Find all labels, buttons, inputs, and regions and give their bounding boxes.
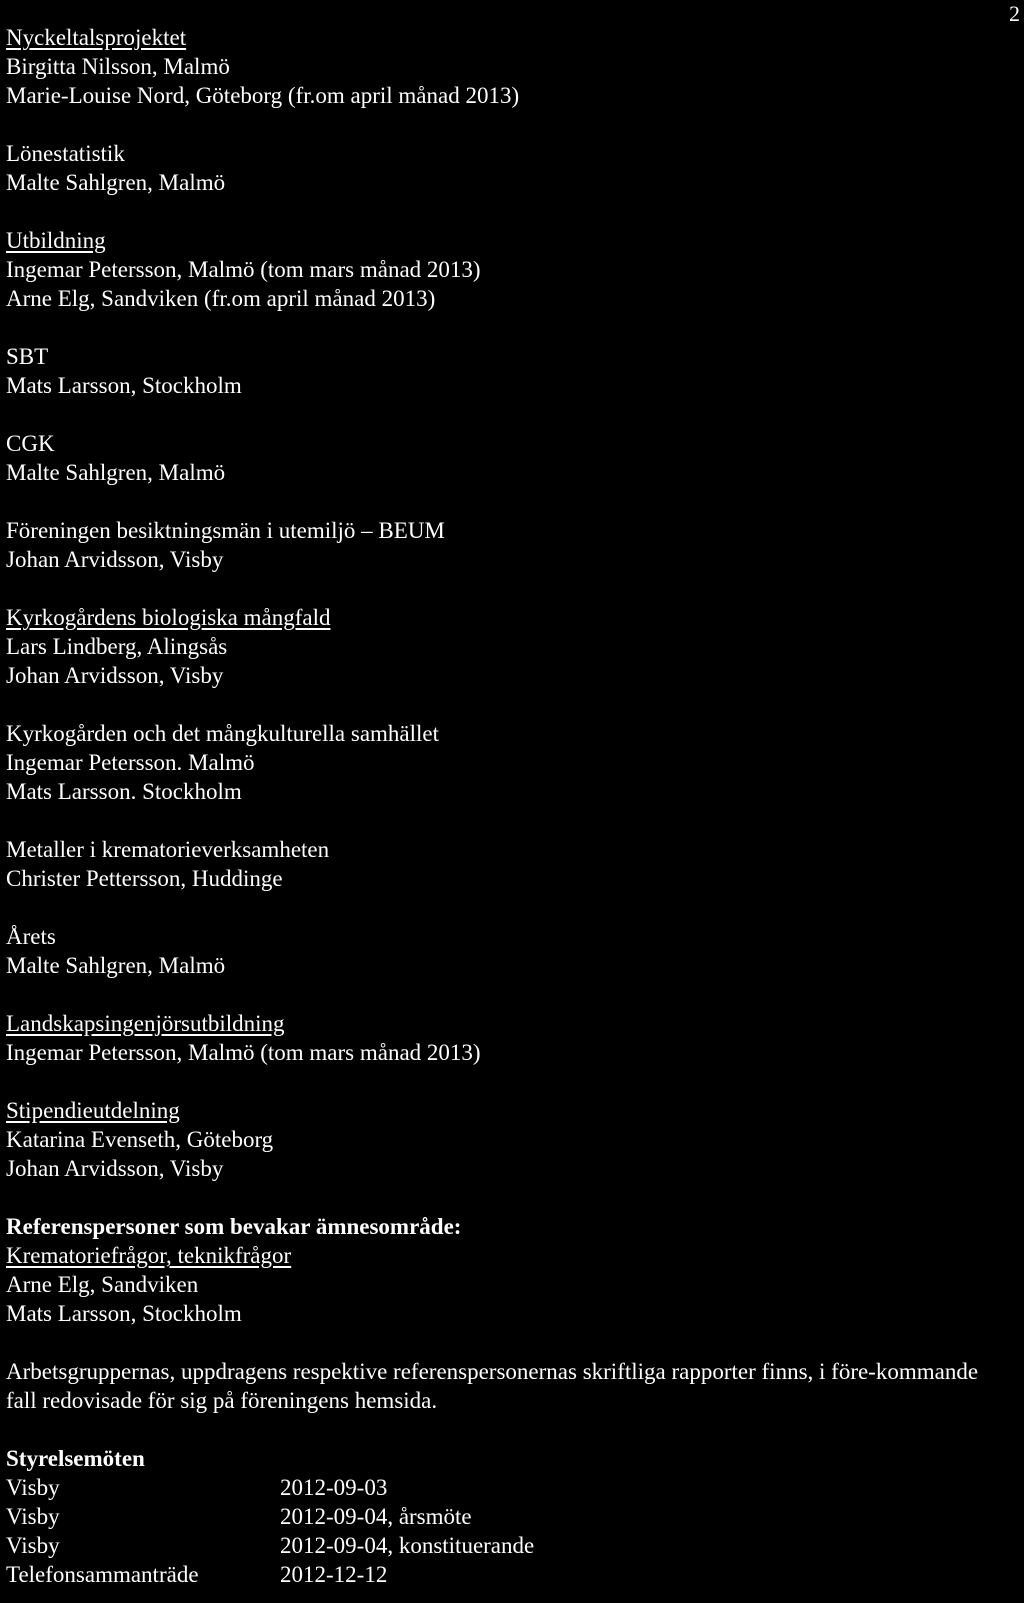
group-member: Christer Pettersson, Huddinge [6, 866, 283, 891]
working-group [6, 835, 1006, 893]
meeting-row [6, 1473, 1006, 1502]
working-group [6, 23, 1006, 110]
meeting-date: 2012-09-03 [280, 1475, 388, 1500]
meeting-place: Visby [6, 1533, 60, 1558]
group-member: Arne Elg, Sandviken (fr.om april månad 2013) [6, 286, 436, 311]
group-member: Malte Sahlgren, Malmö [6, 953, 226, 978]
working-group [6, 516, 1006, 574]
group-title: Landskapsingenjörsutbildning [6, 1011, 285, 1036]
group-title: Nyckeltalsprojektet [6, 25, 187, 50]
working-group [6, 1096, 1006, 1183]
working-group [6, 429, 1006, 487]
group-member: Lars Lindberg, Alingsås [6, 634, 228, 659]
group-title: CGK [6, 431, 55, 456]
group-member: Malte Sahlgren, Malmö [6, 170, 226, 195]
working-group [6, 226, 1006, 313]
meetings-heading: Styrelsemöten [6, 1446, 145, 1471]
page-number: 2 [1009, 1, 1020, 26]
group-title: Kyrkogårdens biologiska mångfald [6, 605, 331, 630]
working-group [6, 603, 1006, 690]
meeting-row [6, 1502, 1006, 1531]
group-member: Johan Arvidsson, Visby [6, 663, 224, 688]
group-member: Johan Arvidsson, Visby [6, 547, 224, 572]
working-group [6, 1009, 1006, 1067]
group-title: Årets [6, 924, 56, 949]
group-title: Föreningen besiktningsmän i utemiljö – BEUM [6, 518, 445, 543]
document-body [6, 23, 1006, 1589]
group-title: Utbildning [6, 228, 106, 253]
group-member: Mats Larsson, Stockholm [6, 373, 242, 398]
group-member: Birgitta Nilsson, Malmö [6, 54, 230, 79]
meeting-place: Telefonsammanträde [6, 1562, 199, 1587]
meeting-place: Visby [6, 1475, 60, 1500]
group-title: Metaller i krematorieverksamheten [6, 837, 330, 862]
meeting-place: Visby [6, 1504, 60, 1529]
group-title: SBT [6, 344, 49, 369]
reference-persons [6, 1212, 1006, 1328]
meeting-date: 2012-09-04, årsmöte [280, 1504, 472, 1529]
group-member: Mats Larsson. Stockholm [6, 779, 242, 804]
group-member: Ingemar Petersson, Malmö (tom mars månad 2013) [6, 257, 481, 282]
group-member: Katarina Evenseth, Göteborg [6, 1127, 274, 1152]
working-group [6, 922, 1006, 980]
working-group [6, 342, 1006, 400]
working-group [6, 139, 1006, 197]
meeting-date: 2012-12-12 [280, 1562, 388, 1587]
group-member: Johan Arvidsson, Visby [6, 1156, 224, 1181]
group-member: Marie-Louise Nord, Göteborg (fr.om april månad 2013) [6, 83, 520, 108]
board-meetings [6, 1444, 1006, 1589]
meeting-date: 2012-09-04, konstituerande [280, 1533, 535, 1558]
working-group [6, 719, 1006, 806]
group-title: Lönestatistik [6, 141, 125, 166]
group-member: Ingemar Petersson, Malmö (tom mars månad 2013) [6, 1040, 481, 1065]
group-member: Ingemar Petersson. Malmö [6, 750, 255, 775]
group-title: Kyrkogården och det mångkulturella samhället [6, 721, 440, 746]
group-title: Stipendieutdelning [6, 1098, 180, 1123]
meeting-row [6, 1560, 1006, 1589]
reference-member: Arne Elg, Sandviken [6, 1272, 199, 1297]
reference-topic: Krematoriefrågor, teknikfrågor [6, 1243, 292, 1268]
reference-member: Mats Larsson, Stockholm [6, 1301, 242, 1326]
reports-paragraph: Arbetsgruppernas, uppdragens respektive referenspersonernas skriftliga rapporter finns, i före-kommande fall redovisade för sig på föreningens hemsida. [6, 1359, 979, 1413]
group-member: Malte Sahlgren, Malmö [6, 460, 226, 485]
reference-heading: Referenspersoner som bevakar ämnesområde: [6, 1214, 462, 1239]
meeting-row [6, 1531, 1006, 1560]
